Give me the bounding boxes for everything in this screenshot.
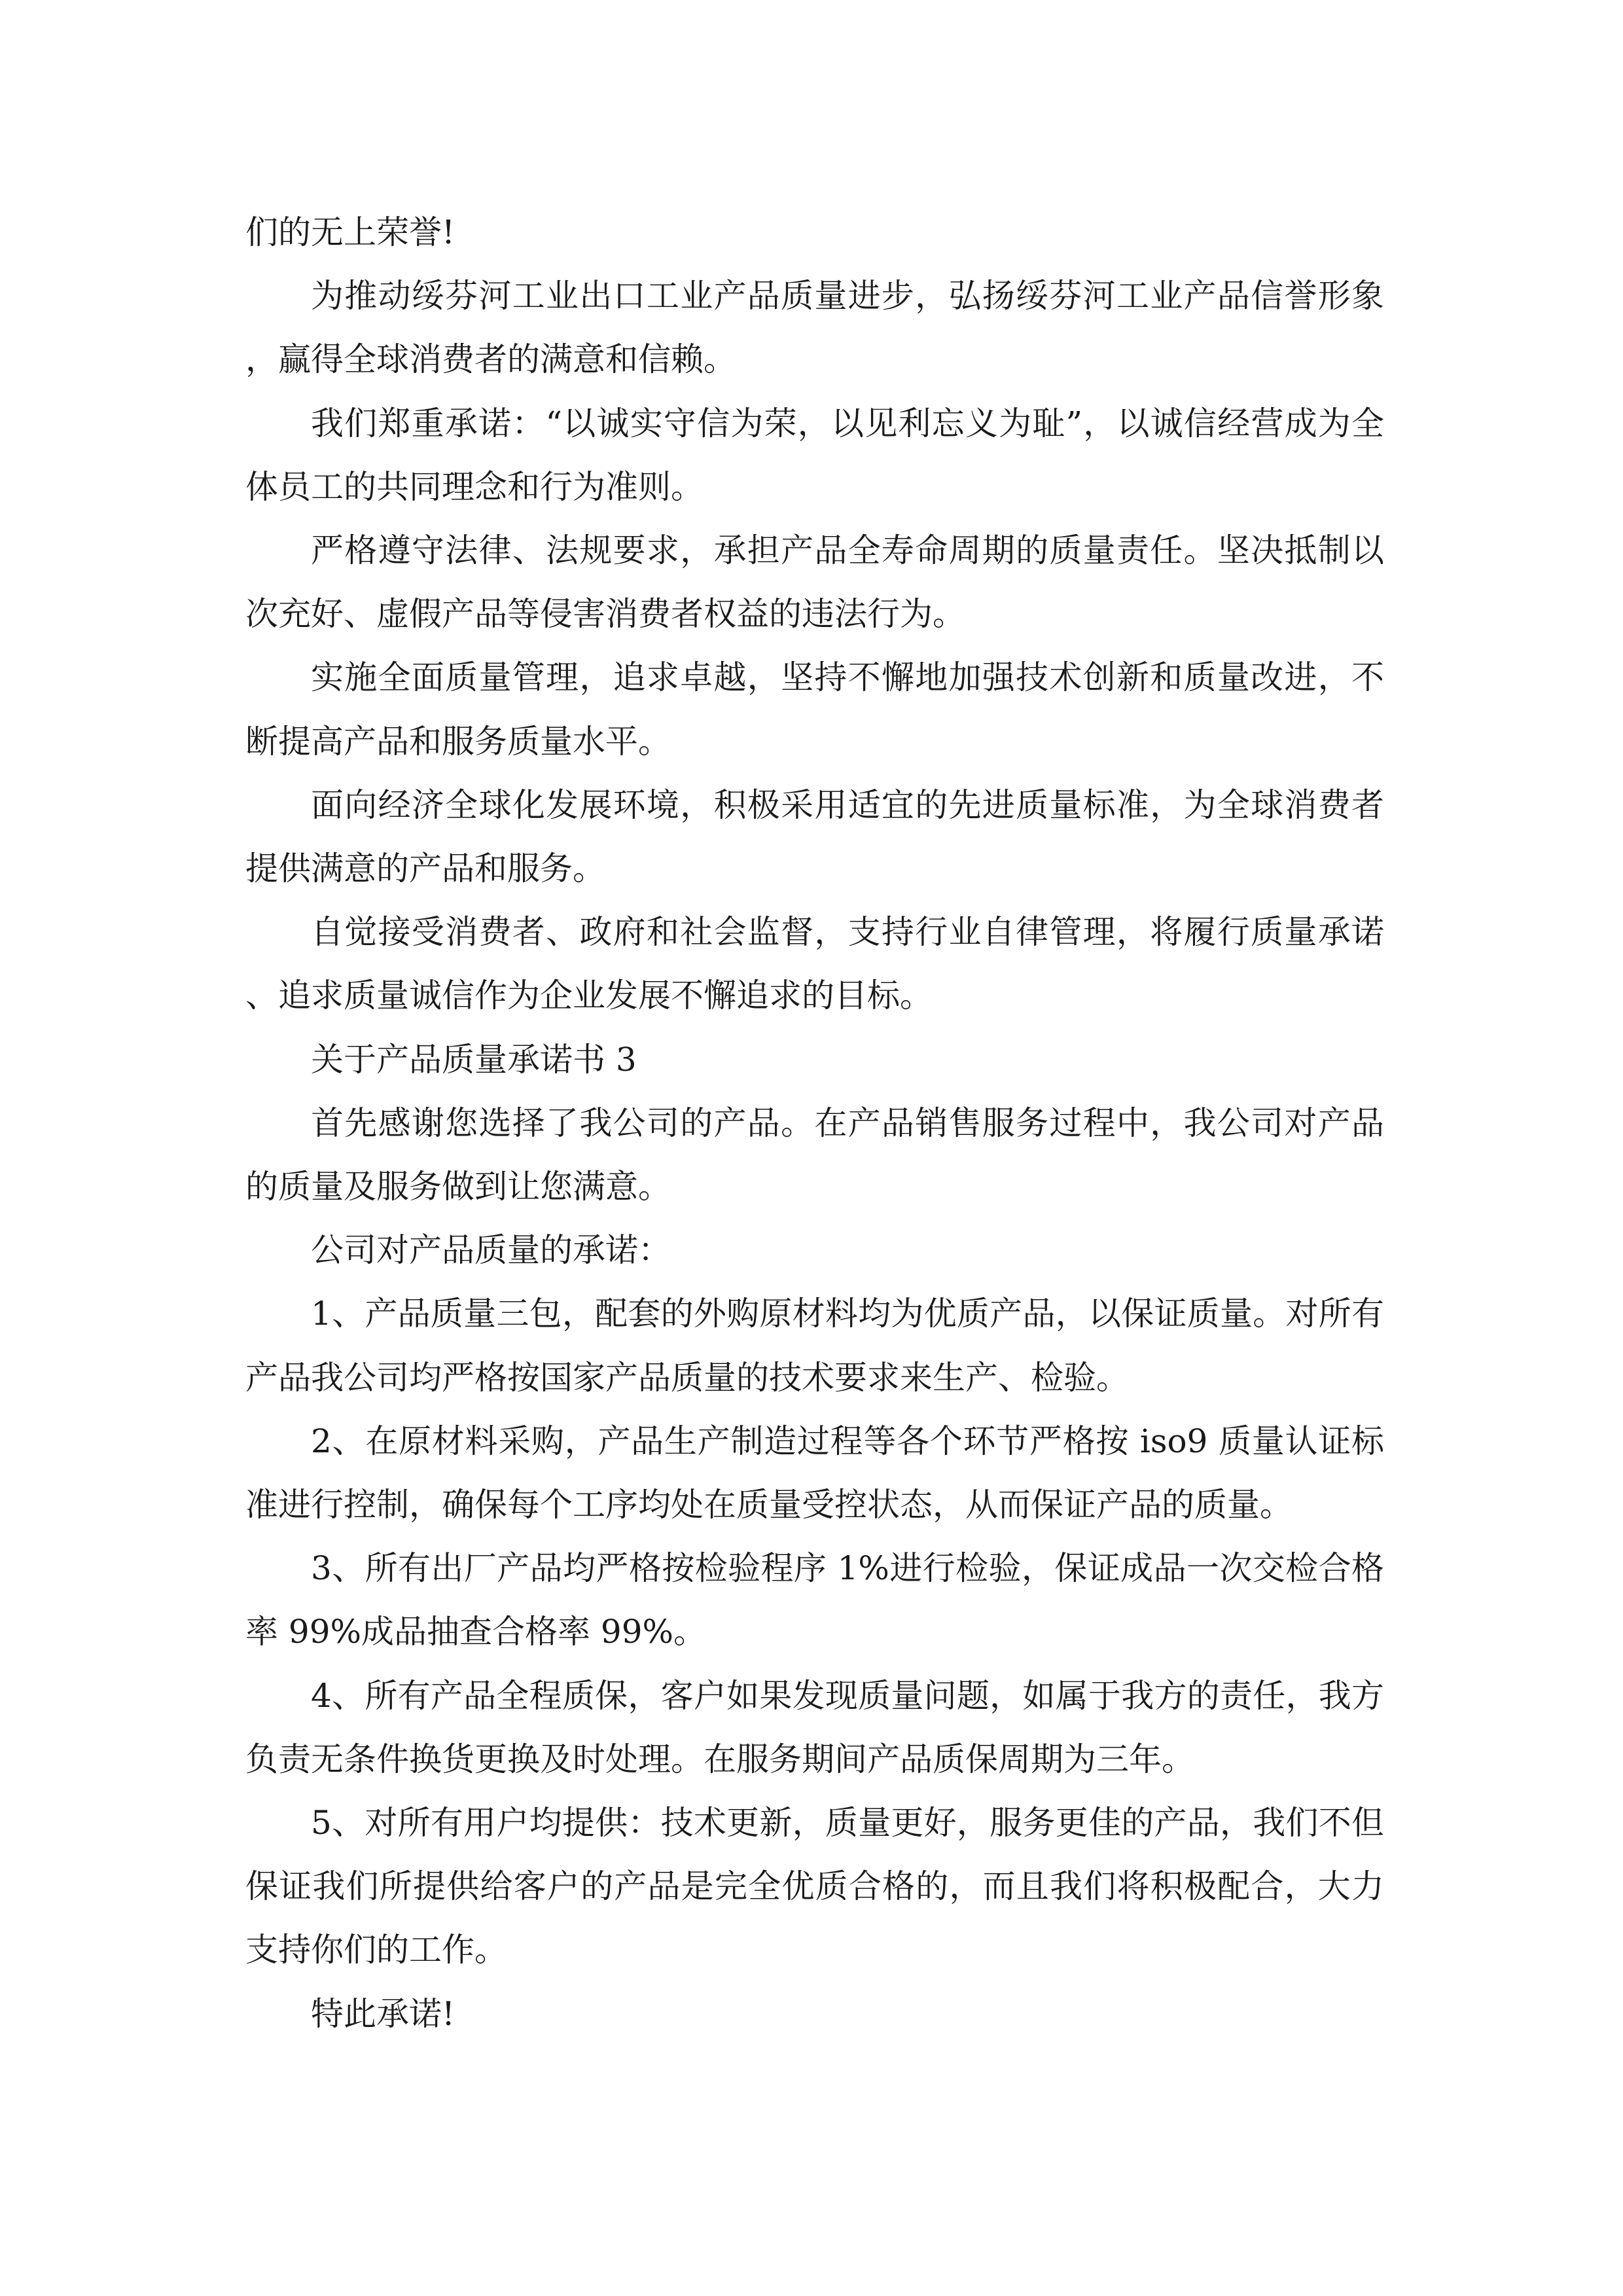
paragraph: 实施全面质量管理，追求卓越，坚持不懈地加强技术创新和质量改进，不断提高产品和服务质量水平。 — [245, 658, 1384, 761]
paragraph: 公司对产品质量的承诺： — [311, 1231, 671, 1270]
list-item: 5、对所有用户均提供：技术更新，质量更好，服务更佳的产品，我们不但保证我们所提供给客户的产品是完全优质合格的，而且我们将积极配合，大力支持你们的工作。 — [245, 1804, 1384, 1969]
document-body — [245, 201, 1384, 2046]
list-item: 1、产品质量三包，配套的外购原材料均为优质产品，以保证质量。对所有产品我公司均严格按国家产品质量的技术要求来生产、检验。 — [245, 1295, 1384, 1397]
paragraph: 面向经济全球化发展环境，积极采用适宜的先进质量标准，为全球消费者提供满意的产品和服务。 — [245, 785, 1384, 888]
paragraph: 我们郑重承诺：“以诚实守信为荣，以见利忘义为耻”，以诚信经营成为全体员工的共同理念和行为准则。 — [245, 404, 1384, 506]
list-item: 3、所有出厂产品均严格按检验程序 1%进行检验，保证成品一次交检合格率 99%成品抽查合格率 99%。 — [245, 1549, 1384, 1651]
paragraph: 自觉接受消费者、政府和社会监督，支持行业自律管理，将履行质量承诺、追求质量诚信作为企业发展不懈追求的目标。 — [245, 913, 1384, 1015]
list-item: 4、所有产品全程质保，客户如果发现质量问题，如属于我方的责任，我方负责无条件换货更换及时处理。在服务期间产品质保周期为三年。 — [245, 1676, 1384, 1778]
paragraph-continued: 们的无上荣誉! — [245, 213, 455, 251]
section-heading: 关于产品质量承诺书 3 — [311, 1040, 637, 1079]
paragraph: 首先感谢您选择了我公司的产品。在产品销售服务过程中，我公司对产品的质量及服务做到让您满意。 — [245, 1103, 1384, 1206]
closing-line: 特此承诺! — [311, 1994, 455, 2033]
list-item: 2、在原材料采购，产品生产制造过程等各个环节严格按 iso9 质量认证标准进行控制，确保每个工序均处在质量受控状态，从而保证产品的质量。 — [245, 1422, 1384, 1524]
paragraph: 严格遵守法律、法规要求，承担产品全寿命周期的质量责任。坚决抵制以次充好、虚假产品等侵害消费者权益的违法行为。 — [245, 531, 1384, 634]
paragraph: 为推动绥芬河工业出口工业产品质量进步，弘扬绥芬河工业产品信誉形象，赢得全球消费者的满意和信赖。 — [245, 277, 1384, 379]
